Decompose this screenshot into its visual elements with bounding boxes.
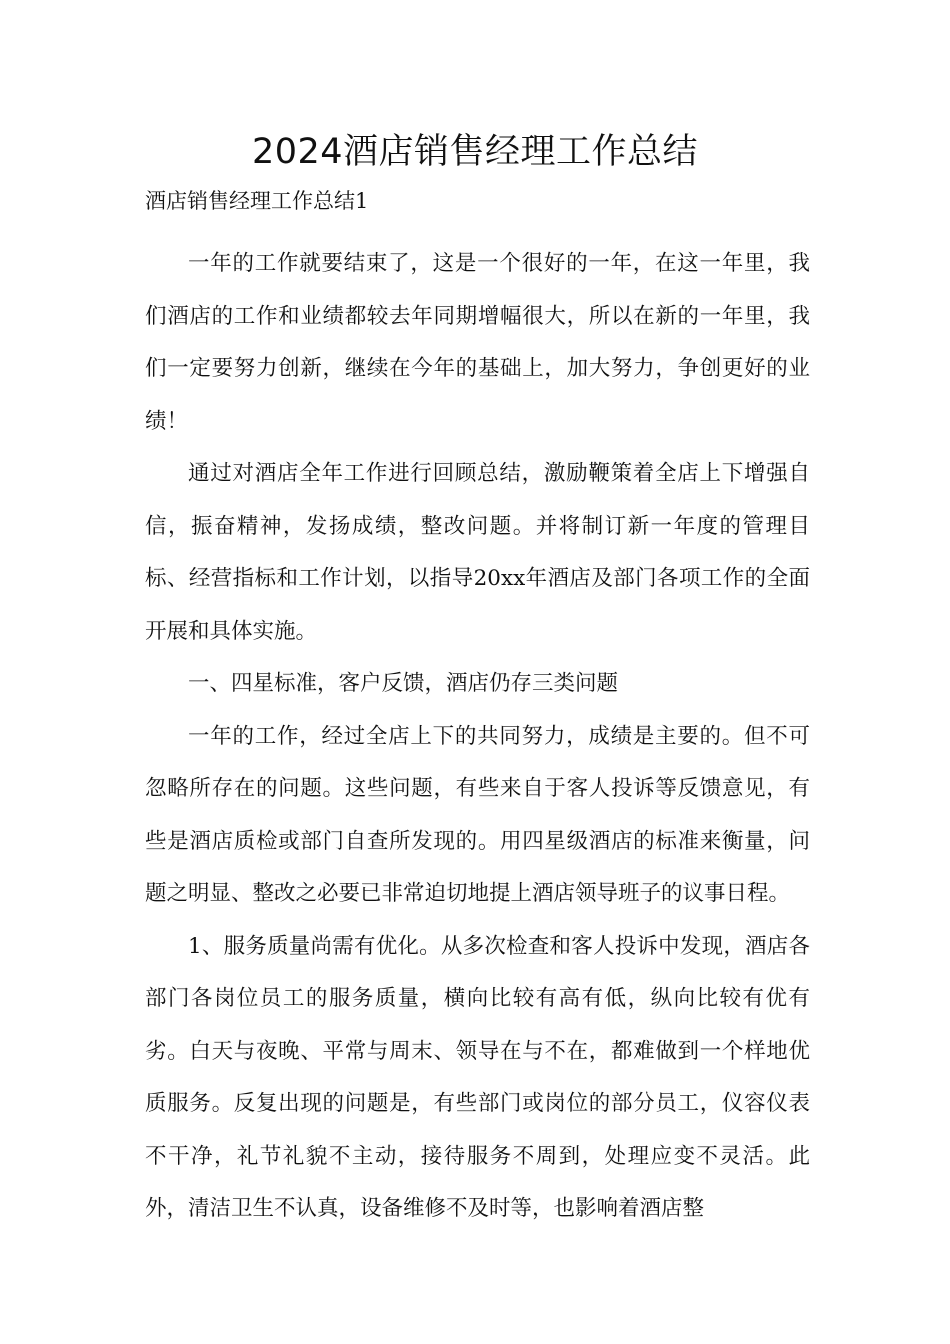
document-subtitle: 酒店销售经理工作总结1 bbox=[145, 189, 369, 213]
document-body bbox=[145, 238, 810, 1236]
paragraph-review: 通过对酒店全年工作进行回顾总结，激励鞭策着全店上下增强自信，振奋精神，发扬成绩，整改问题。并将制订新一年度的管理目标、经营指标和工作计划，以指导20xx年酒店及部门各项工作的全面开展和具体实施。 bbox=[145, 461, 810, 644]
paragraph-intro: 一年的工作就要结束了，这是一个很好的一年，在这一年里，我们酒店的工作和业绩都较去年同期增幅很大，所以在新的一年里，我们一定要努力创新，继续在今年的基础上，加大努力，争创更好的业绩！ bbox=[145, 251, 810, 434]
document-title: 2024酒店销售经理工作总结 bbox=[251, 132, 699, 172]
paragraph-service-quality: 1、服务质量尚需有优化。从多次检查和客人投诉中发现，酒店各部门各岗位员工的服务质量，横向比较有高有低，纵向比较有优有劣。白天与夜晚、平常与周末、领导在与不在，都难做到一个样地优质服务。反复出现的问题是，有些部门或岗位的部分员工，仪容仪表不干净，礼节礼貌不主动，接待服务不周到，处理应变不灵活。此外，清洁卫生不认真，设备维修不及时等，也影响着酒店整 bbox=[145, 933, 810, 1221]
paragraph-problems: 一年的工作，经过全店上下的共同努力，成绩是主要的。但不可忽略所存在的问题。这些问题，有些来自于客人投诉等反馈意见，有些是酒店质检或部门自查所发现的。用四星级酒店的标准来衡量，问题之明显、整改之必要已非常迫切地提上酒店领导班子的议事日程。 bbox=[145, 723, 810, 906]
section-heading-problems: 一、四星标准，客户反馈，酒店仍存三类问题 bbox=[188, 671, 619, 696]
